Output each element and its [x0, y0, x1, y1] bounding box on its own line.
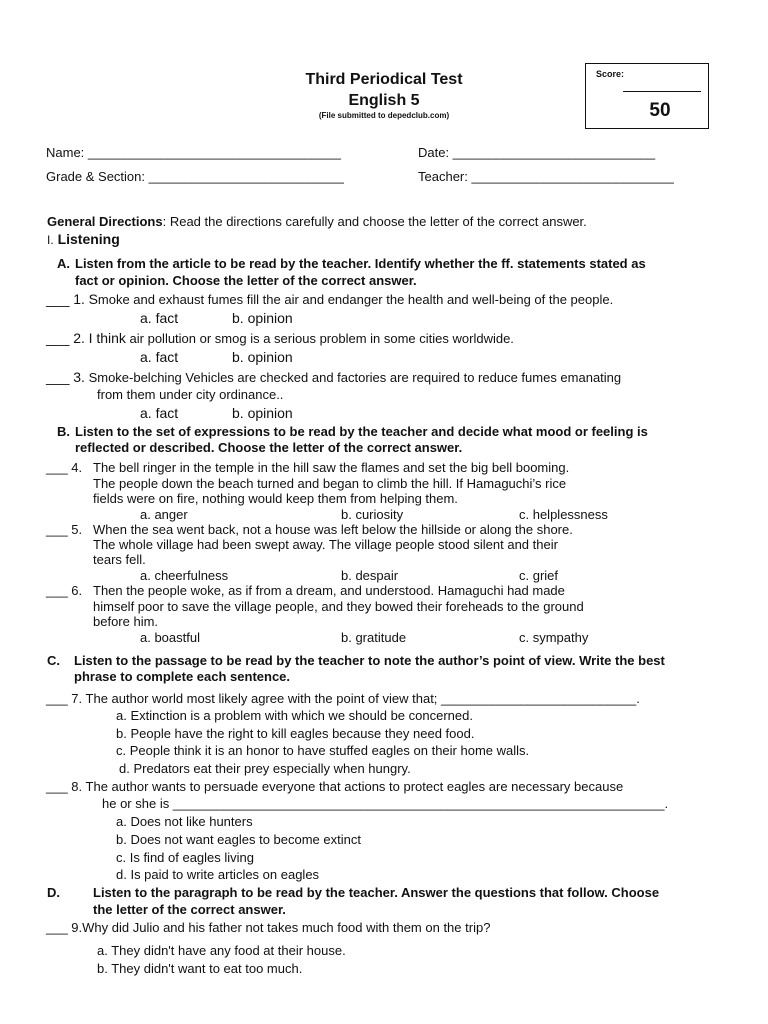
teacher-field: Teacher: ____________________________: [418, 169, 674, 184]
q7-option-c: c. People think it is an honor to have stuffed eagles on their home walls.: [116, 743, 530, 758]
score-total: 50: [649, 100, 671, 121]
q6-line1: Then the people woke, as if from a dream, and understood. Hamaguchi had made: [93, 583, 565, 598]
section-a-letter: A.: [57, 256, 70, 271]
section-d-instruction-line1: Listen to the paragraph to be read by the teacher. Answer the questions that follow. Choose: [93, 885, 660, 900]
q3-text-line2: from them under city ordinance..: [97, 387, 284, 402]
q4-line3: fields were on fire, nothing would keep them from helping them.: [93, 491, 458, 506]
q1-blank: ___ 1.: [46, 291, 85, 307]
q1-choice-a: a. fact: [140, 310, 179, 326]
section-c-letter: C.: [47, 653, 60, 668]
q5-choice-a: a. cheerfulness: [140, 568, 229, 583]
test-title: Third Periodical Test: [305, 71, 463, 88]
q8-option-a: a. Does not like hunters: [116, 814, 253, 829]
q7-option-b: b. People have the right to kill eagles because they need food.: [116, 726, 475, 741]
q8-option-c: c. Is find of eagles living: [116, 850, 255, 865]
q9-option-a: a. They didn't have any food at their house.: [97, 943, 346, 958]
q5-choice-c: c. grief: [519, 568, 559, 583]
q8-option-b: b. Does not want eagles to become extinct: [116, 832, 361, 847]
q3-choice-b: b. opinion: [232, 405, 293, 421]
q2-blank: ___ 2.: [46, 330, 85, 346]
question-1: [46, 291, 613, 308]
q4-choice-b: b. curiosity: [341, 507, 404, 522]
q5-blank: ___ 5.: [46, 522, 83, 537]
q6-line2: himself poor to save the village people, and they bowed their foreheads to the ground: [93, 599, 584, 614]
part-heading: [47, 231, 120, 247]
q7-option-d: d. Predators eat their prey especially when hungry.: [119, 761, 411, 776]
directions-text: : Read the directions carefully and choose the letter of the correct answer.: [162, 214, 587, 229]
question-3: [46, 369, 621, 386]
q6-choice-b: b. gratitude: [341, 630, 407, 645]
q4-choice-a: a. anger: [140, 507, 188, 522]
q8-stem: ___ 8. The author wants to persuade everyone that actions to protect eagles are necessary because: [46, 779, 624, 794]
part-title: Listening: [57, 231, 120, 247]
directions-label: General Directions: [47, 214, 163, 229]
section-d-letter: D.: [47, 885, 60, 900]
section-b-instruction-line2: reflected or described. Choose the letter of the correct answer.: [75, 440, 463, 455]
q2-lead: I think: [88, 330, 126, 346]
q8-stem-line2: he or she is ____________________________________________________________________.: [102, 796, 669, 811]
section-d-instruction-line2: the letter of the correct answer.: [93, 902, 286, 917]
q7-stem: ___ 7. The author world most likely agree with the point of view that; ___________________________.: [46, 691, 640, 706]
section-b-instruction-line1: Listen to the set of expressions to be read by the teacher and decide what mood or feeling is: [75, 424, 648, 439]
q3-choice-a: a. fact: [140, 405, 179, 421]
date-field: Date: ____________________________: [418, 145, 656, 160]
q9-stem: ___ 9.Why did Julio and his father not takes much food with them on the trip?: [46, 920, 491, 935]
q6-choice-c: c. sympathy: [519, 630, 589, 645]
q2-choice-b: b. opinion: [232, 349, 293, 365]
q4-line2: The people down the beach turned and began to climb the hill. If Hamaguchi’s rice: [93, 476, 567, 491]
q7-option-a: a. Extinction is a problem with which we should be concerned.: [116, 708, 473, 723]
q6-choice-a: a. boastful: [140, 630, 200, 645]
q6-blank: ___ 6.: [46, 583, 83, 598]
section-c-instruction-line1: Listen to the passage to be read by the teacher to note the author’s point of view. Write the best: [74, 653, 665, 668]
score-label: Score:: [596, 69, 625, 79]
subject-title: English 5: [348, 92, 420, 109]
name-field: Name: ___________________________________: [46, 145, 341, 160]
question-2: [46, 330, 514, 347]
q1-text: moke and exhaust fumes fill the air and endanger the health and well-being of the people.: [97, 292, 614, 307]
general-directions: [47, 214, 587, 230]
q9-option-b: b. They didn't want to eat too much.: [97, 961, 303, 976]
q4-choice-c: c. helplessness: [519, 507, 608, 522]
section-c-instruction-line2: phrase to complete each sentence.: [74, 669, 291, 684]
q1-choice-b: b. opinion: [232, 310, 293, 326]
part-numeral: I.: [47, 233, 54, 247]
q5-line3: tears fell.: [93, 552, 146, 567]
q5-line1: When the sea went back, not a house was left below the hillside or along the shore.: [93, 522, 573, 537]
q5-line2: The whole village had been swept away. The village people stood silent and their: [93, 537, 558, 552]
q3-blank: ___ 3.: [46, 369, 85, 385]
q4-blank: ___ 4.: [46, 460, 83, 475]
q6-line3: before him.: [93, 614, 159, 629]
grade-section-field: Grade & Section: ___________________________: [46, 169, 344, 184]
q5-choice-b: b. despair: [341, 568, 399, 583]
q1-lead: S: [88, 291, 98, 307]
q4-line1: The bell ringer in the temple in the hill saw the flames and set the big bell booming.: [93, 460, 570, 475]
q2-choice-a: a. fact: [140, 349, 179, 365]
section-a-instruction-line2: fact or opinion. Choose the letter of the correct answer.: [75, 273, 417, 288]
score-line: [623, 91, 701, 92]
section-a-instruction-line1: Listen from the article to be read by the teacher. Identify whether the ff. statements stated as: [75, 256, 646, 271]
section-b-letter: B.: [57, 424, 70, 439]
source-note: (File submitted to depedclub.com): [318, 111, 450, 120]
q2-text: air pollution or smog is a serious problem in some cities worldwide.: [125, 331, 514, 346]
q3-text: Smoke-belching Vehicles are checked and factories are required to reduce fumes emanating: [88, 370, 622, 385]
q8-option-d: d. Is paid to write articles on eagles: [116, 867, 320, 882]
score-box: [585, 63, 709, 129]
